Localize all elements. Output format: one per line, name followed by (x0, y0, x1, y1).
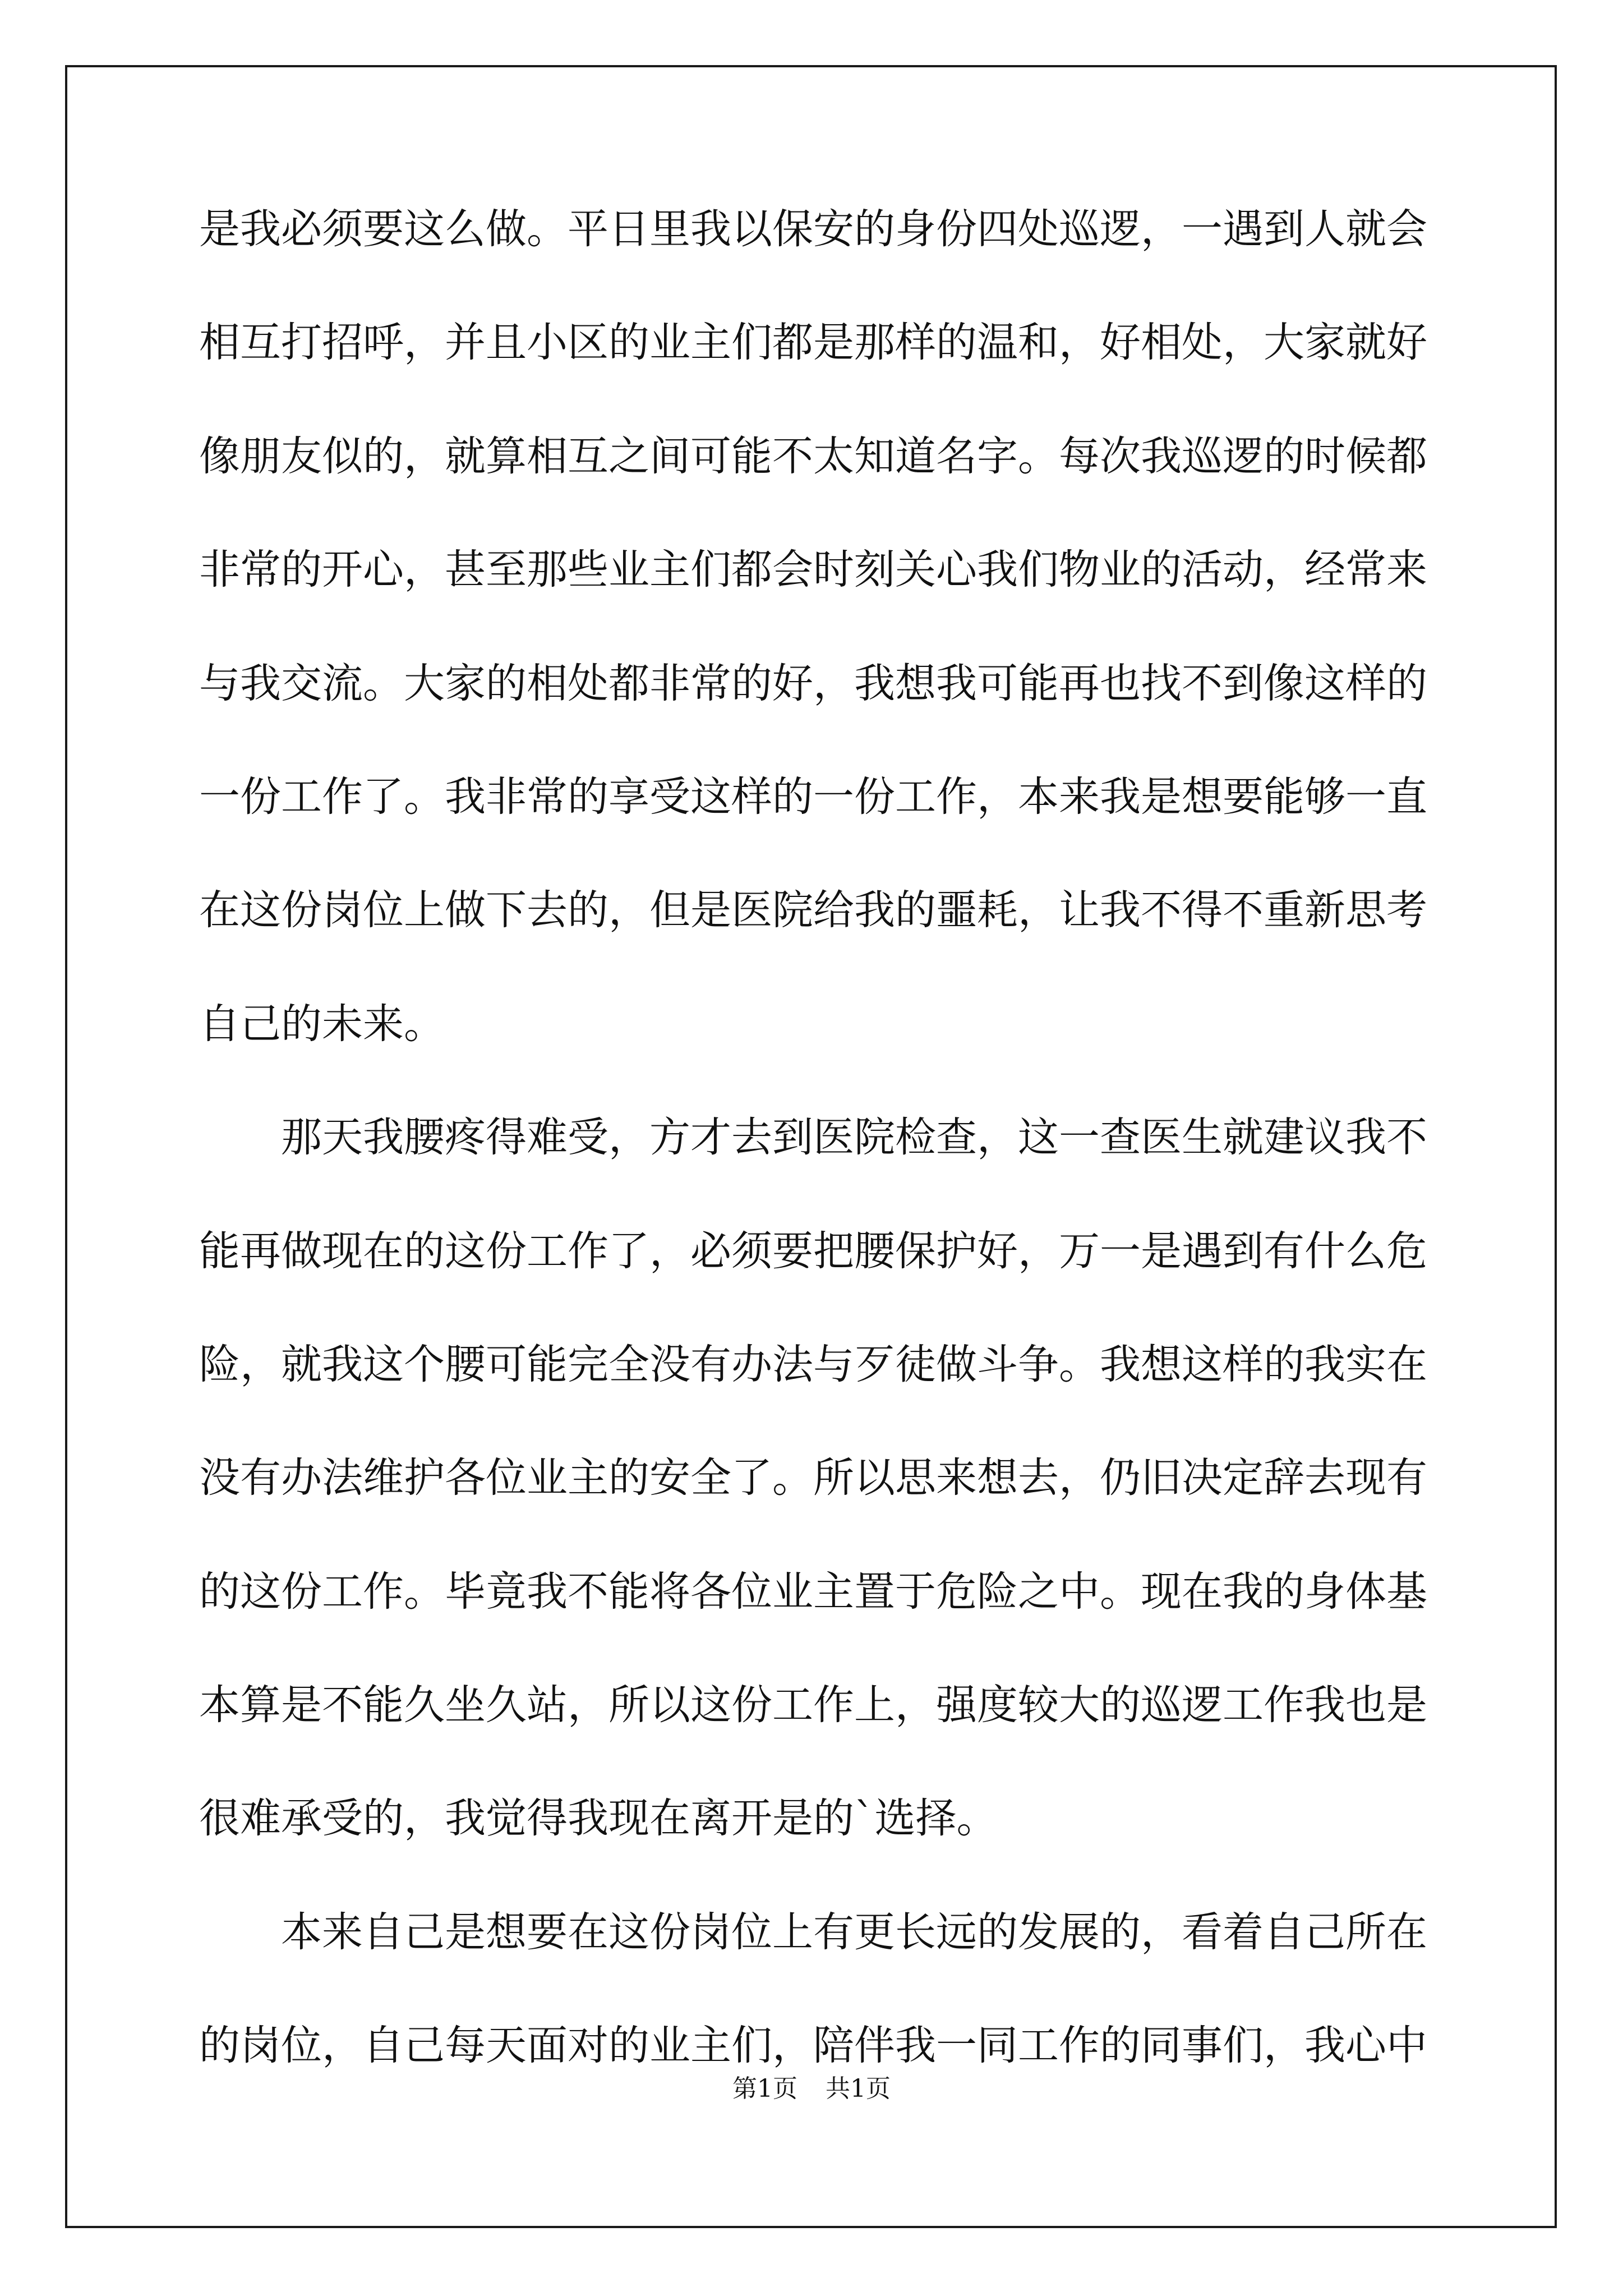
document-body (199, 205, 1441, 2139)
text-line: 一份工作了。我非常的享受这样的一份工作，本来我是想要能够一直 (199, 772, 1427, 821)
text-line: 像朋友似的，就算相互之间可能不太知道名字。每次我巡逻的时候都 (199, 432, 1427, 480)
text-line: 与我交流。大家的相处都非常的好，我想我可能再也找不到像这样的 (199, 659, 1427, 707)
text-line: 是我必须要这么做。平日里我以保安的身份四处巡逻，一遇到人就会 (199, 205, 1427, 253)
text-line: 没有办法维护各位业主的安全了。所以思来想去，仍旧决定辞去现有 (199, 1454, 1427, 1502)
text-line: 很难承受的，我觉得我现在离开是的`选择。 (199, 1795, 998, 1843)
text-line: 能再做现在的这份工作了，必须要把腰保护好，万一是遇到有什么危 (199, 1227, 1427, 1275)
text-line: 的这份工作。毕竟我不能将各位业主置于危险之中。现在我的身体基 (199, 1567, 1427, 1616)
page-number: 第1页 (732, 2074, 797, 2103)
page-footer (0, 2074, 1623, 2103)
text-line: 自己的未来。 (199, 1000, 445, 1048)
text-line: 本来自己是想要在这份岗位上有更长远的发展的，看着自己所在 (199, 1908, 1427, 1956)
text-line: 险，就我这个腰可能完全没有办法与歹徒做斗争。我想这样的我实在 (199, 1340, 1427, 1388)
text-line: 相互打招呼，并且小区的业主们都是那样的温和，好相处，大家就好 (199, 319, 1427, 367)
text-line: 的岗位，自己每天面对的业主们，陪伴我一同工作的同事们，我心中 (199, 2022, 1427, 2070)
text-line: 那天我腰疼得难受，方才去到医院检查，这一查医生就建议我不 (199, 1114, 1427, 1162)
text-line: 非常的开心，甚至那些业主们都会时刻关心我们物业的活动，经常来 (199, 546, 1427, 594)
text-line: 在这份岗位上做下去的，但是医院给我的噩耗，让我不得不重新思考 (199, 886, 1427, 935)
page-total: 共1页 (826, 2074, 891, 2103)
text-line: 本算是不能久坐久站，所以这份工作上，强度较大的巡逻工作我也是 (199, 1681, 1427, 1729)
